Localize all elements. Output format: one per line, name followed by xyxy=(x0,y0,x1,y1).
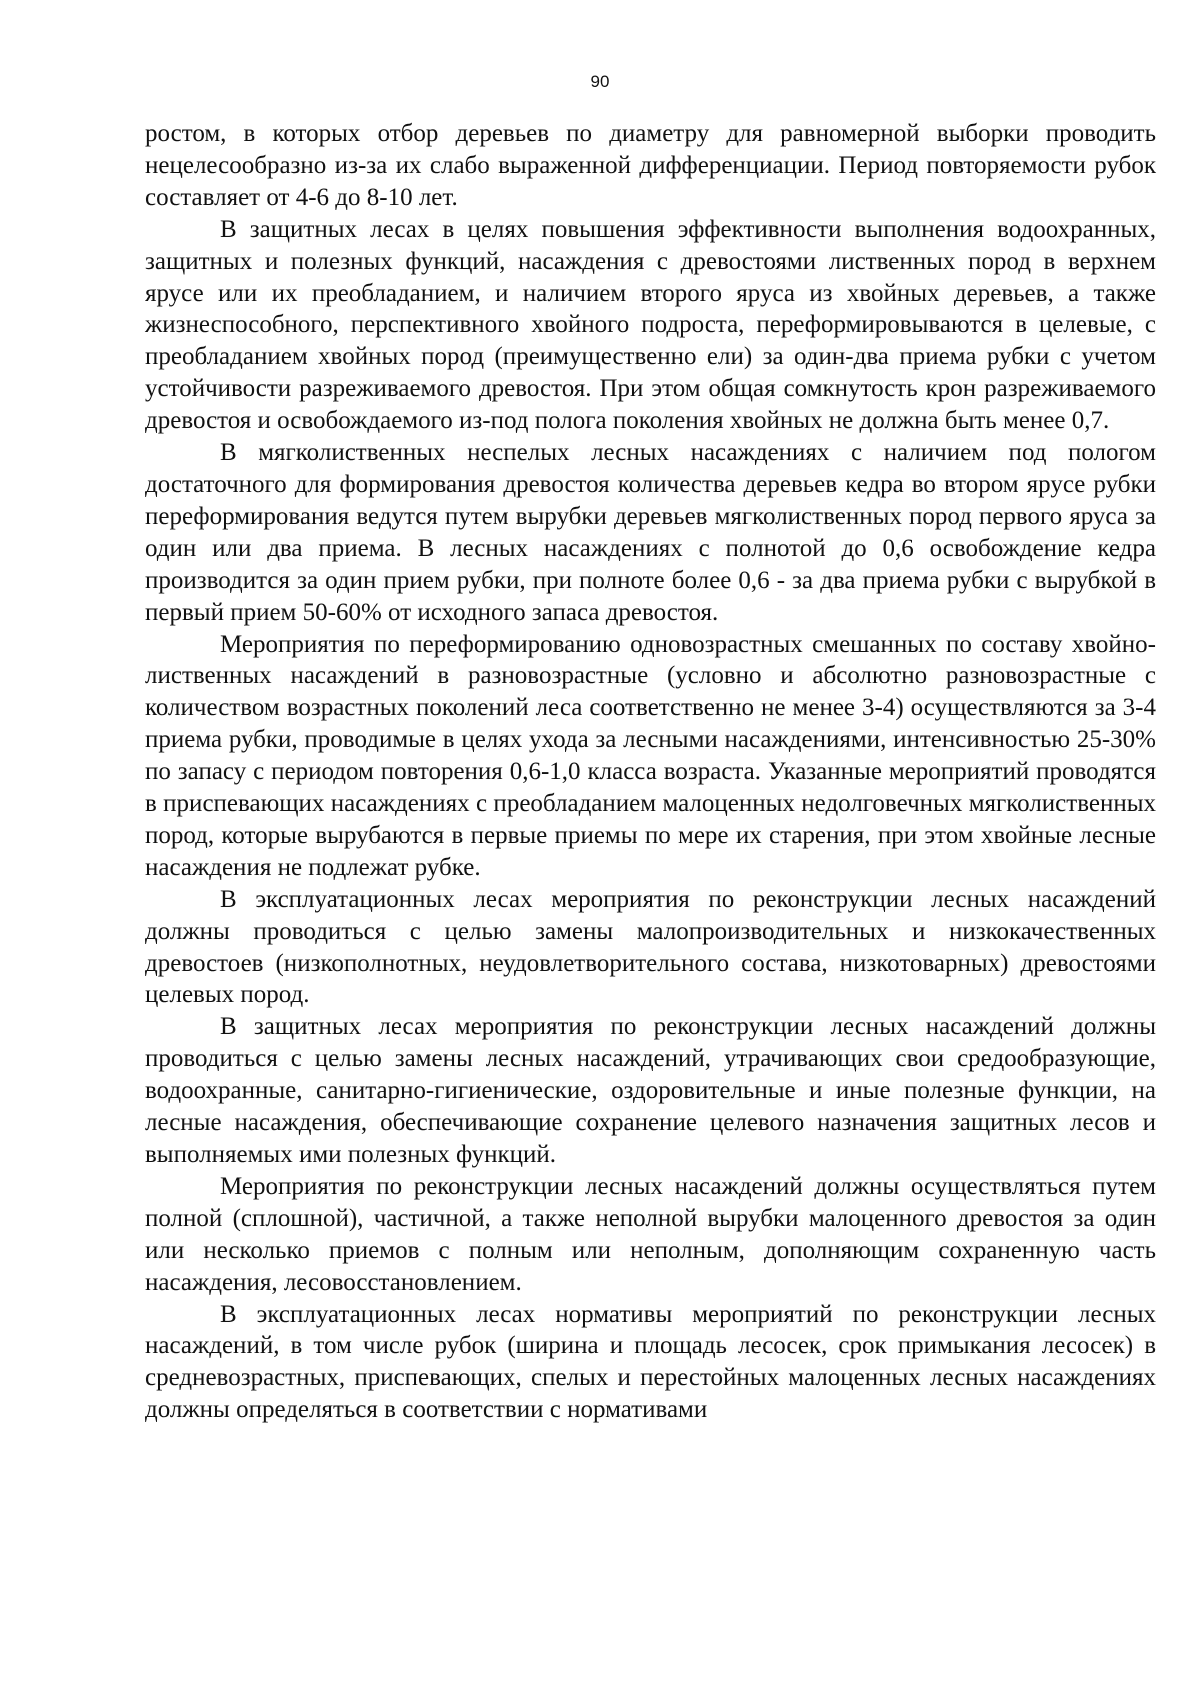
body-text xyxy=(145,118,1156,1426)
paragraph-1: ростом, в которых отбор деревьев по диаметру для равномерной выборки проводить нецелесообразно из-за их слабо выраженной дифференциации. Период повторяемости рубок составляет от 4-6 до 8-10 лет. xyxy=(145,120,1156,211)
paragraph-7: Мероприятия по реконструкции лесных насаждений должны осуществляться путем полной (сплошной), частичной, а также неполной вырубки малоценного древостоя за один или несколько приемов с полным или неполным, дополняющим сохраненную часть насаждения, лесовосстановлением. xyxy=(145,1172,1156,1296)
paragraph-4: Мероприятия по переформированию одновозрастных смешанных по составу хвойно-лиственных насаждений в разновозрастные (условно и абсолютно разновозрастные с количеством возрастных поколений леса соответственно не менее 3-4) осуществляются за 3-4 приема рубки, проводимые в целях ухода за лесными насаждениями, интенсивностью 25-30% по запасу с периодом повторения 0,6-1,0 класса возраста. Указанные мероприятий проводятся в приспевающих насаждениях с преобладанием малоценных недолговечных мягколиственных пород, которые вырубаются в первые приемы по мере их старения, при этом хвойные лесные насаждения не подлежат рубке. xyxy=(145,630,1156,881)
paragraph-5: В эксплуатационных лесах мероприятия по реконструкции лесных насаждений должны проводиться с целью замены малопроизводительных и низкокачественных древостоев (низкополнотных, неудовлетворительного состава, низкотоварных) древостоями целевых пород. xyxy=(145,885,1156,1009)
paragraph-3: В мягколиственных неспелых лесных насаждениях с наличием под пологом достаточного для формирования древостоя количества деревьев кедра во втором ярусе рубки переформирования ведутся путем вырубки деревьев мягколиственных пород первого яруса за один или два приема. В лесных насаждениях с полнотой до 0,6 освобождение кедра производится за один прием рубки, при полноте более 0,6 - за два приема рубки с вырубкой в первый прием 50-60% от исходного запаса древостоя. xyxy=(145,439,1156,626)
paragraph-8: В эксплуатационных лесах нормативы мероприятий по реконструкции лесных насаждений, в том числе рубок (ширина и площадь лесосек, срок примыкания лесосек) в средневозрастных, приспевающих, спелых и перестойных малоценных лесных насаждениях должны определяться в соответствии с нормативами xyxy=(145,1300,1156,1424)
page-number: 90 xyxy=(590,72,610,91)
paragraph-6: В защитных лесах мероприятия по реконструкции лесных насаждений должны проводиться с целью замены лесных насаждений, утрачивающих свои средообразующие, водоохранные, санитарно-гигиенические, оздоровительные и иные полезные функции, на лесные насаждения, обеспечивающие сохранение целевого назначения защитных лесов и выполняемых ими полезных функций. xyxy=(145,1013,1156,1168)
paragraph-2: В защитных лесах в целях повышения эффективности выполнения водоохранных, защитных и полезных функций, насаждения с древостоями лиственных пород в верхнем ярусе или их преобладанием, и наличием второго яруса из хвойных деревьев, а также жизнеспособного, перспективного хвойного подроста, переформировываются в целевые, с преобладанием хвойных пород (преимущественно ели) за один-два приема рубки с учетом устойчивости разреживаемого древостоя. При этом общая сомкнутость крон разреживаемого древостоя и освобождаемого из-под полога поколения хвойных не должна быть менее 0,7. xyxy=(145,215,1156,435)
